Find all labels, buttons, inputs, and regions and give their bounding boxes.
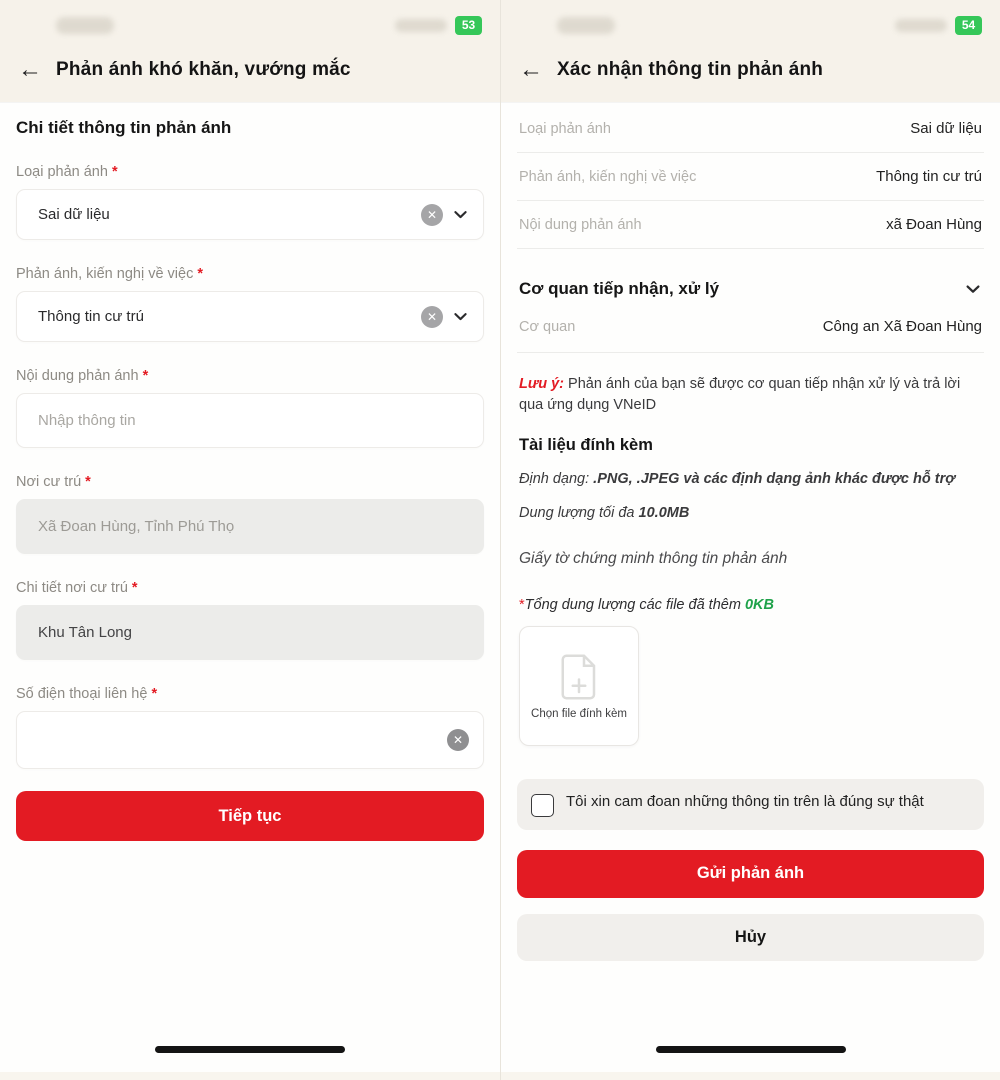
attachments-title: Tài liệu đính kèm bbox=[519, 436, 653, 455]
chevron-down-icon[interactable] bbox=[452, 308, 469, 325]
screen-edge bbox=[501, 1072, 1000, 1080]
note-prefix: Lưu ý: bbox=[519, 376, 564, 392]
right-topband bbox=[501, 0, 1000, 102]
proof-line: Giấy tờ chứng minh thông tin phản ánh bbox=[519, 549, 788, 567]
required-asterisk: * bbox=[197, 266, 204, 282]
row-value: Thông tin cư trú bbox=[876, 168, 982, 185]
select-value: Sai dữ liệu bbox=[38, 206, 110, 223]
field-label-noi-dung: Nội dung phản ánh * bbox=[16, 368, 149, 384]
input-noi-dung[interactable] bbox=[16, 393, 484, 448]
left-content bbox=[0, 102, 500, 1026]
input-value: Khu Tân Long bbox=[38, 624, 132, 641]
required-asterisk: * bbox=[85, 474, 91, 490]
summary-row bbox=[517, 201, 984, 249]
screen-edge bbox=[0, 1072, 500, 1080]
home-indicator[interactable] bbox=[656, 1046, 846, 1053]
checkbox-label: Tôi xin cam đoan những thông tin trên là đúng sự thật bbox=[566, 792, 924, 810]
clear-icon[interactable]: ✕ bbox=[421, 306, 443, 328]
left-topband bbox=[0, 0, 500, 102]
continue-button[interactable]: Tiếp tục bbox=[16, 791, 484, 841]
status-icons-blur bbox=[395, 19, 447, 32]
row-label: Nội dung phản ánh bbox=[519, 216, 642, 233]
select-value: Thông tin cư trú bbox=[38, 308, 144, 325]
agency-section-toggle[interactable] bbox=[517, 279, 984, 299]
left-header bbox=[0, 50, 500, 96]
battery-badge: 54 bbox=[955, 16, 982, 35]
summary-row bbox=[517, 153, 984, 201]
row-value: xã Đoan Hùng bbox=[886, 216, 982, 233]
confirm-checkbox-card[interactable] bbox=[517, 779, 984, 830]
clear-icon[interactable]: ✕ bbox=[421, 204, 443, 226]
required-asterisk: * bbox=[151, 686, 158, 702]
right-content bbox=[501, 102, 1000, 1026]
row-label: Cơ quan bbox=[519, 318, 576, 335]
row-value: Công an Xã Đoan Hùng bbox=[822, 318, 982, 335]
input-noi-cu-tru-readonly bbox=[16, 499, 484, 554]
chevron-down-icon[interactable] bbox=[964, 280, 982, 298]
agency-row bbox=[517, 299, 984, 353]
required-asterisk: * bbox=[111, 164, 118, 180]
right-header bbox=[501, 50, 1000, 96]
row-label: Loại phản ánh bbox=[519, 120, 611, 137]
required-asterisk: * bbox=[142, 368, 149, 384]
input-chi-tiet-noi-cu-tru-readonly bbox=[16, 605, 484, 660]
clear-icon[interactable]: ✕ bbox=[447, 729, 469, 751]
size-line: Dung lượng tối đa 10.0MB bbox=[519, 505, 690, 522]
required-asterisk: * bbox=[519, 596, 525, 613]
status-time-blur bbox=[56, 17, 114, 34]
form-section-title: Chi tiết thông tin phản ánh bbox=[16, 118, 232, 137]
submit-button[interactable]: Gửi phản ánh bbox=[517, 850, 984, 898]
back-arrow-icon[interactable]: ← bbox=[519, 56, 543, 83]
attach-file-picker[interactable] bbox=[519, 626, 639, 746]
input-placeholder: Nhập thông tin bbox=[38, 412, 136, 429]
summary-row bbox=[517, 102, 984, 153]
agency-section-title: Cơ quan tiếp nhận, xử lý bbox=[519, 279, 720, 298]
required-asterisk: * bbox=[131, 580, 138, 596]
field-label-phan-anh-kien-nghi: Phản ánh, kiến nghị về việc * bbox=[16, 266, 204, 282]
status-icons-blur bbox=[895, 19, 947, 32]
home-indicator[interactable] bbox=[155, 1046, 345, 1053]
format-line: Định dạng: .PNG, .JPEG và các định dạng ảnh khác được hỗ trợ bbox=[519, 471, 955, 488]
field-label-noi-cu-tru: Nơi cư trú * bbox=[16, 474, 91, 490]
back-arrow-icon[interactable]: ← bbox=[18, 56, 42, 83]
file-plus-icon bbox=[556, 652, 602, 702]
row-value: Sai dữ liệu bbox=[910, 120, 982, 137]
input-so-dien-thoai[interactable] bbox=[16, 711, 484, 769]
note-text: Lưu ý: Phản ánh của bạn sẽ được cơ quan tiếp nhận xử lý và trả lời qua ứng dụng VNeID bbox=[519, 376, 961, 414]
select-phan-anh-kien-nghi[interactable] bbox=[16, 291, 484, 342]
total-size-line: *Tổng dung lượng các file đã thêm 0KB bbox=[519, 596, 774, 613]
total-size-value: 0KB bbox=[744, 596, 774, 613]
cancel-button[interactable]: Hủy bbox=[517, 914, 984, 961]
field-label-loai-phan-anh: Loại phản ánh * bbox=[16, 164, 118, 180]
right-status-bar bbox=[501, 0, 1000, 50]
status-time-blur bbox=[557, 17, 615, 34]
chevron-down-icon[interactable] bbox=[452, 206, 469, 223]
field-label-chi-tiet-noi-cu-tru: Chi tiết nơi cư trú * bbox=[16, 580, 138, 596]
page-title: Xác nhận thông tin phản ánh bbox=[557, 59, 824, 80]
file-picker-label: Chọn file đính kèm bbox=[531, 707, 627, 720]
left-status-bar bbox=[0, 0, 500, 50]
field-label-so-dien-thoai: Số điện thoại liên hệ * bbox=[16, 686, 158, 702]
screen-feedback-confirm bbox=[500, 0, 1000, 1080]
row-label: Phản ánh, kiến nghị về việc bbox=[519, 168, 697, 185]
battery-badge: 53 bbox=[455, 16, 482, 35]
page-title: Phản ánh khó khăn, vướng mắc bbox=[56, 59, 351, 80]
input-value: Xã Đoan Hùng, Tỉnh Phú Thọ bbox=[38, 518, 235, 535]
select-loai-phan-anh[interactable] bbox=[16, 189, 484, 240]
checkbox[interactable] bbox=[531, 794, 554, 817]
